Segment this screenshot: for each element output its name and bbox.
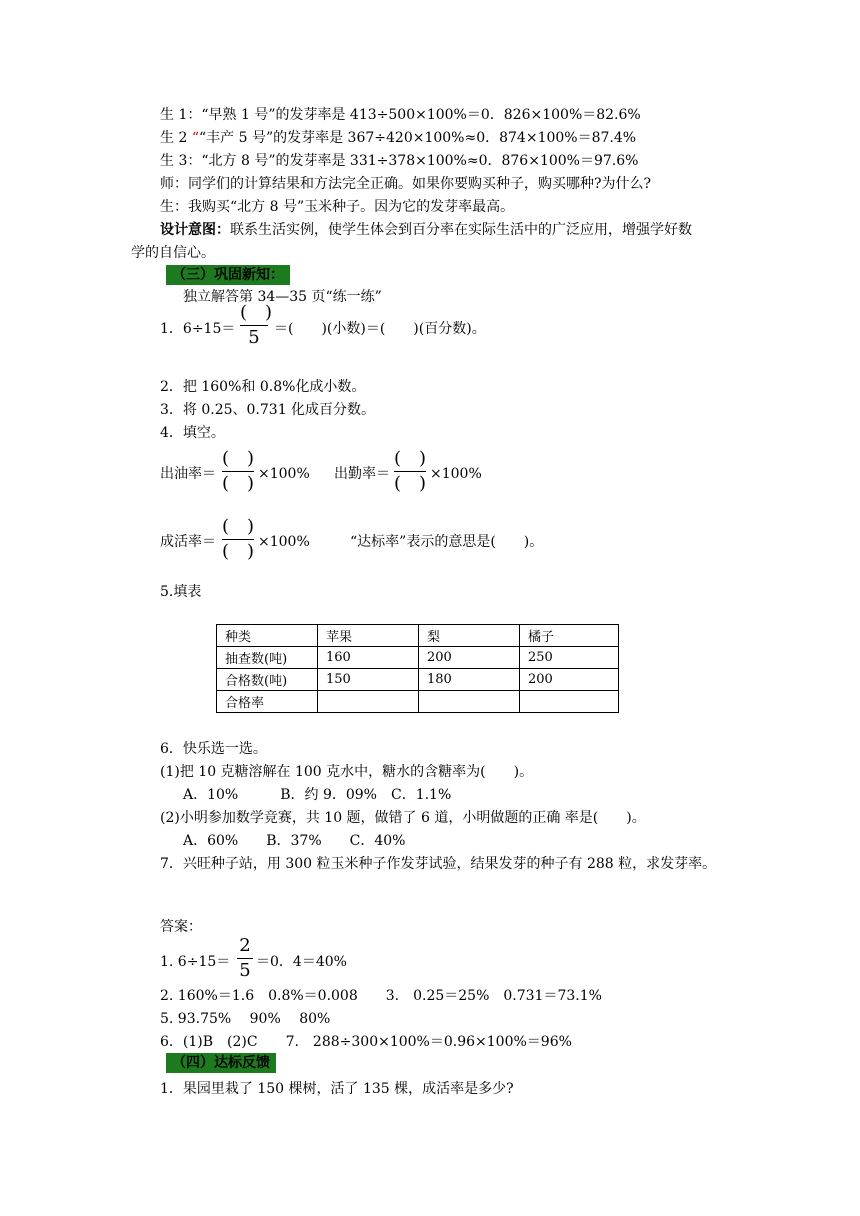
attendance-rate-times: ×100% [430,466,482,482]
oil-numerator: ( ) [222,448,255,469]
attendance-rate-label: 出勤率＝ [334,466,390,482]
red-quote-mark: “ [191,130,199,146]
survival-numerator: ( ) [222,516,255,537]
q1-fraction [240,302,273,349]
q1-suffix: ＝( )(小数)＝( )(百分数)。 [274,321,486,337]
table-cell [520,691,619,713]
answer-5-line: 5. 93.75% 90% 80% [160,1011,331,1027]
answer-1-denominator: 5 [239,960,251,981]
oil-denominator: ( ) [222,473,255,494]
q6-1-line: (1)把 10 克糖溶解在 100 克水中，糖水的含糖率为( )。 [160,764,534,780]
table-cell: 合格率 [217,691,318,713]
section-3-heading [166,265,290,285]
student2-line [160,129,636,147]
table-cell: 180 [419,669,520,691]
survival-denominator: ( ) [222,541,255,562]
attendance-denominator: ( ) [394,473,427,494]
standard-rate-question: “达标率”表示的意思是( )。 [350,534,544,550]
student2-text: “丰产 5 号”的发芽率是 367÷420×100%≈0．874×100%＝87.4% [198,130,637,146]
attendance-numerator: ( ) [394,448,427,469]
q5-line: 5.填表 [160,584,202,600]
survival-fraction-bar [222,539,254,540]
answers-heading: 答案： [160,919,202,935]
q1-fraction-bar [240,325,268,326]
table-cell: 200 [419,647,520,669]
q1-denominator: 5 [248,327,260,348]
table-cell [318,691,419,713]
design-intent-text: 联系生活实例，使学生体会到百分率在实际生活中的广泛应用，增强学好数 [230,222,692,238]
oil-rate-label: 出油率＝ [160,466,216,482]
q6-1-options: A．10% B．约 9．09% C．1.1% [183,787,452,803]
teacher-line: 师：同学们的计算结果和方法完全正确。如果你要购买种子，购买哪种?为什么? [160,176,652,192]
student2-prefix: 生 2 [160,130,192,146]
design-intent-line [160,221,692,239]
q3-line: 3．将 0.25、0.731 化成百分数。 [160,402,376,418]
fill-in-table [216,624,619,713]
table-cell: 苹果 [318,625,419,647]
table-cell: 抽查数(吨) [217,647,318,669]
table-cell: 160 [318,647,419,669]
section-4-highlight: （四）达标反馈 [166,1053,276,1073]
section-4-heading [166,1053,276,1073]
q6-2-line: (2)小明参加数学竞赛，共 10 题，做错了 6 道，小明做题的正确 率是( )。 [160,810,646,826]
independent-work-line: 独立解答第 34—35 页“练一练” [183,289,382,305]
survival-rate-fraction [222,516,254,563]
q1-numerator: ( ) [240,302,273,323]
survival-rate-label: 成活率＝ [160,534,216,550]
table-cell: 橘子 [520,625,619,647]
table-cell: 种类 [217,625,318,647]
table-row [217,669,619,691]
table-cell: 梨 [419,625,520,647]
survival-rate-times: ×100% [258,534,310,550]
table-cell: 合格数(吨) [217,669,318,691]
answer-6-line: 6．(1)B (2)C 7. 288÷300×100%＝0.96×100%＝96% [160,1034,572,1050]
design-intent-continuation: 学的自信心。 [131,245,215,261]
q2-line: 2．把 160%和 0.8%化成小数。 [160,379,366,395]
q7-line: 7．兴旺种子站，用 300 粒玉米种子作发芽试验，结果发芽的种子有 288 粒，求发芽率。 [160,856,717,872]
student3-line: 生 3：“北方 8 号”的发芽率是 331÷378×100%≈0．876×100%＝97.6% [160,153,639,169]
table-cell: 200 [520,669,619,691]
table-row [217,647,619,669]
oil-fraction-bar [222,471,254,472]
answer-1-suffix: ＝0．4＝40% [256,954,347,970]
q6-2-options: A．60% B．37% C．40% [183,833,406,849]
student-answer-line: 生：我购买“北方 8 号”玉米种子。因为它的发芽率最高。 [160,199,515,215]
table-row [217,691,619,713]
student1-line: 生 1：“早熟 1 号”的发芽率是 413÷500×100%＝0．826×100%＝82.6% [160,107,641,123]
table-cell [419,691,520,713]
table-row [217,625,619,647]
attendance-rate-fraction [394,448,426,495]
q1-prefix: 1．6÷15＝ [160,321,236,337]
answer-2-line: 2. 160%＝1.6 0.8%＝0.008 3. 0.25＝25% 0.731＝73.1% [160,988,602,1004]
table-cell: 150 [318,669,419,691]
feedback-question-1: 1．果园里栽了 150 棵树，活了 135 棵，成活率是多少? [160,1081,514,1097]
oil-rate-fraction [222,448,254,495]
design-intent-label: 设计意图： [160,222,230,238]
answer-1-fraction [237,935,253,982]
q6-line: 6．快乐选一选。 [160,741,267,757]
answer-1-prefix: 1. 6÷15＝ [160,954,231,970]
section-3-highlight: （三）巩固新知： [166,265,290,285]
q4-line: 4．填空。 [160,425,225,441]
table-cell: 250 [520,647,619,669]
answer-1-numerator: 2 [239,935,251,956]
answer-1-fraction-bar [237,958,253,959]
attendance-fraction-bar [394,471,426,472]
oil-rate-times: ×100% [258,466,310,482]
